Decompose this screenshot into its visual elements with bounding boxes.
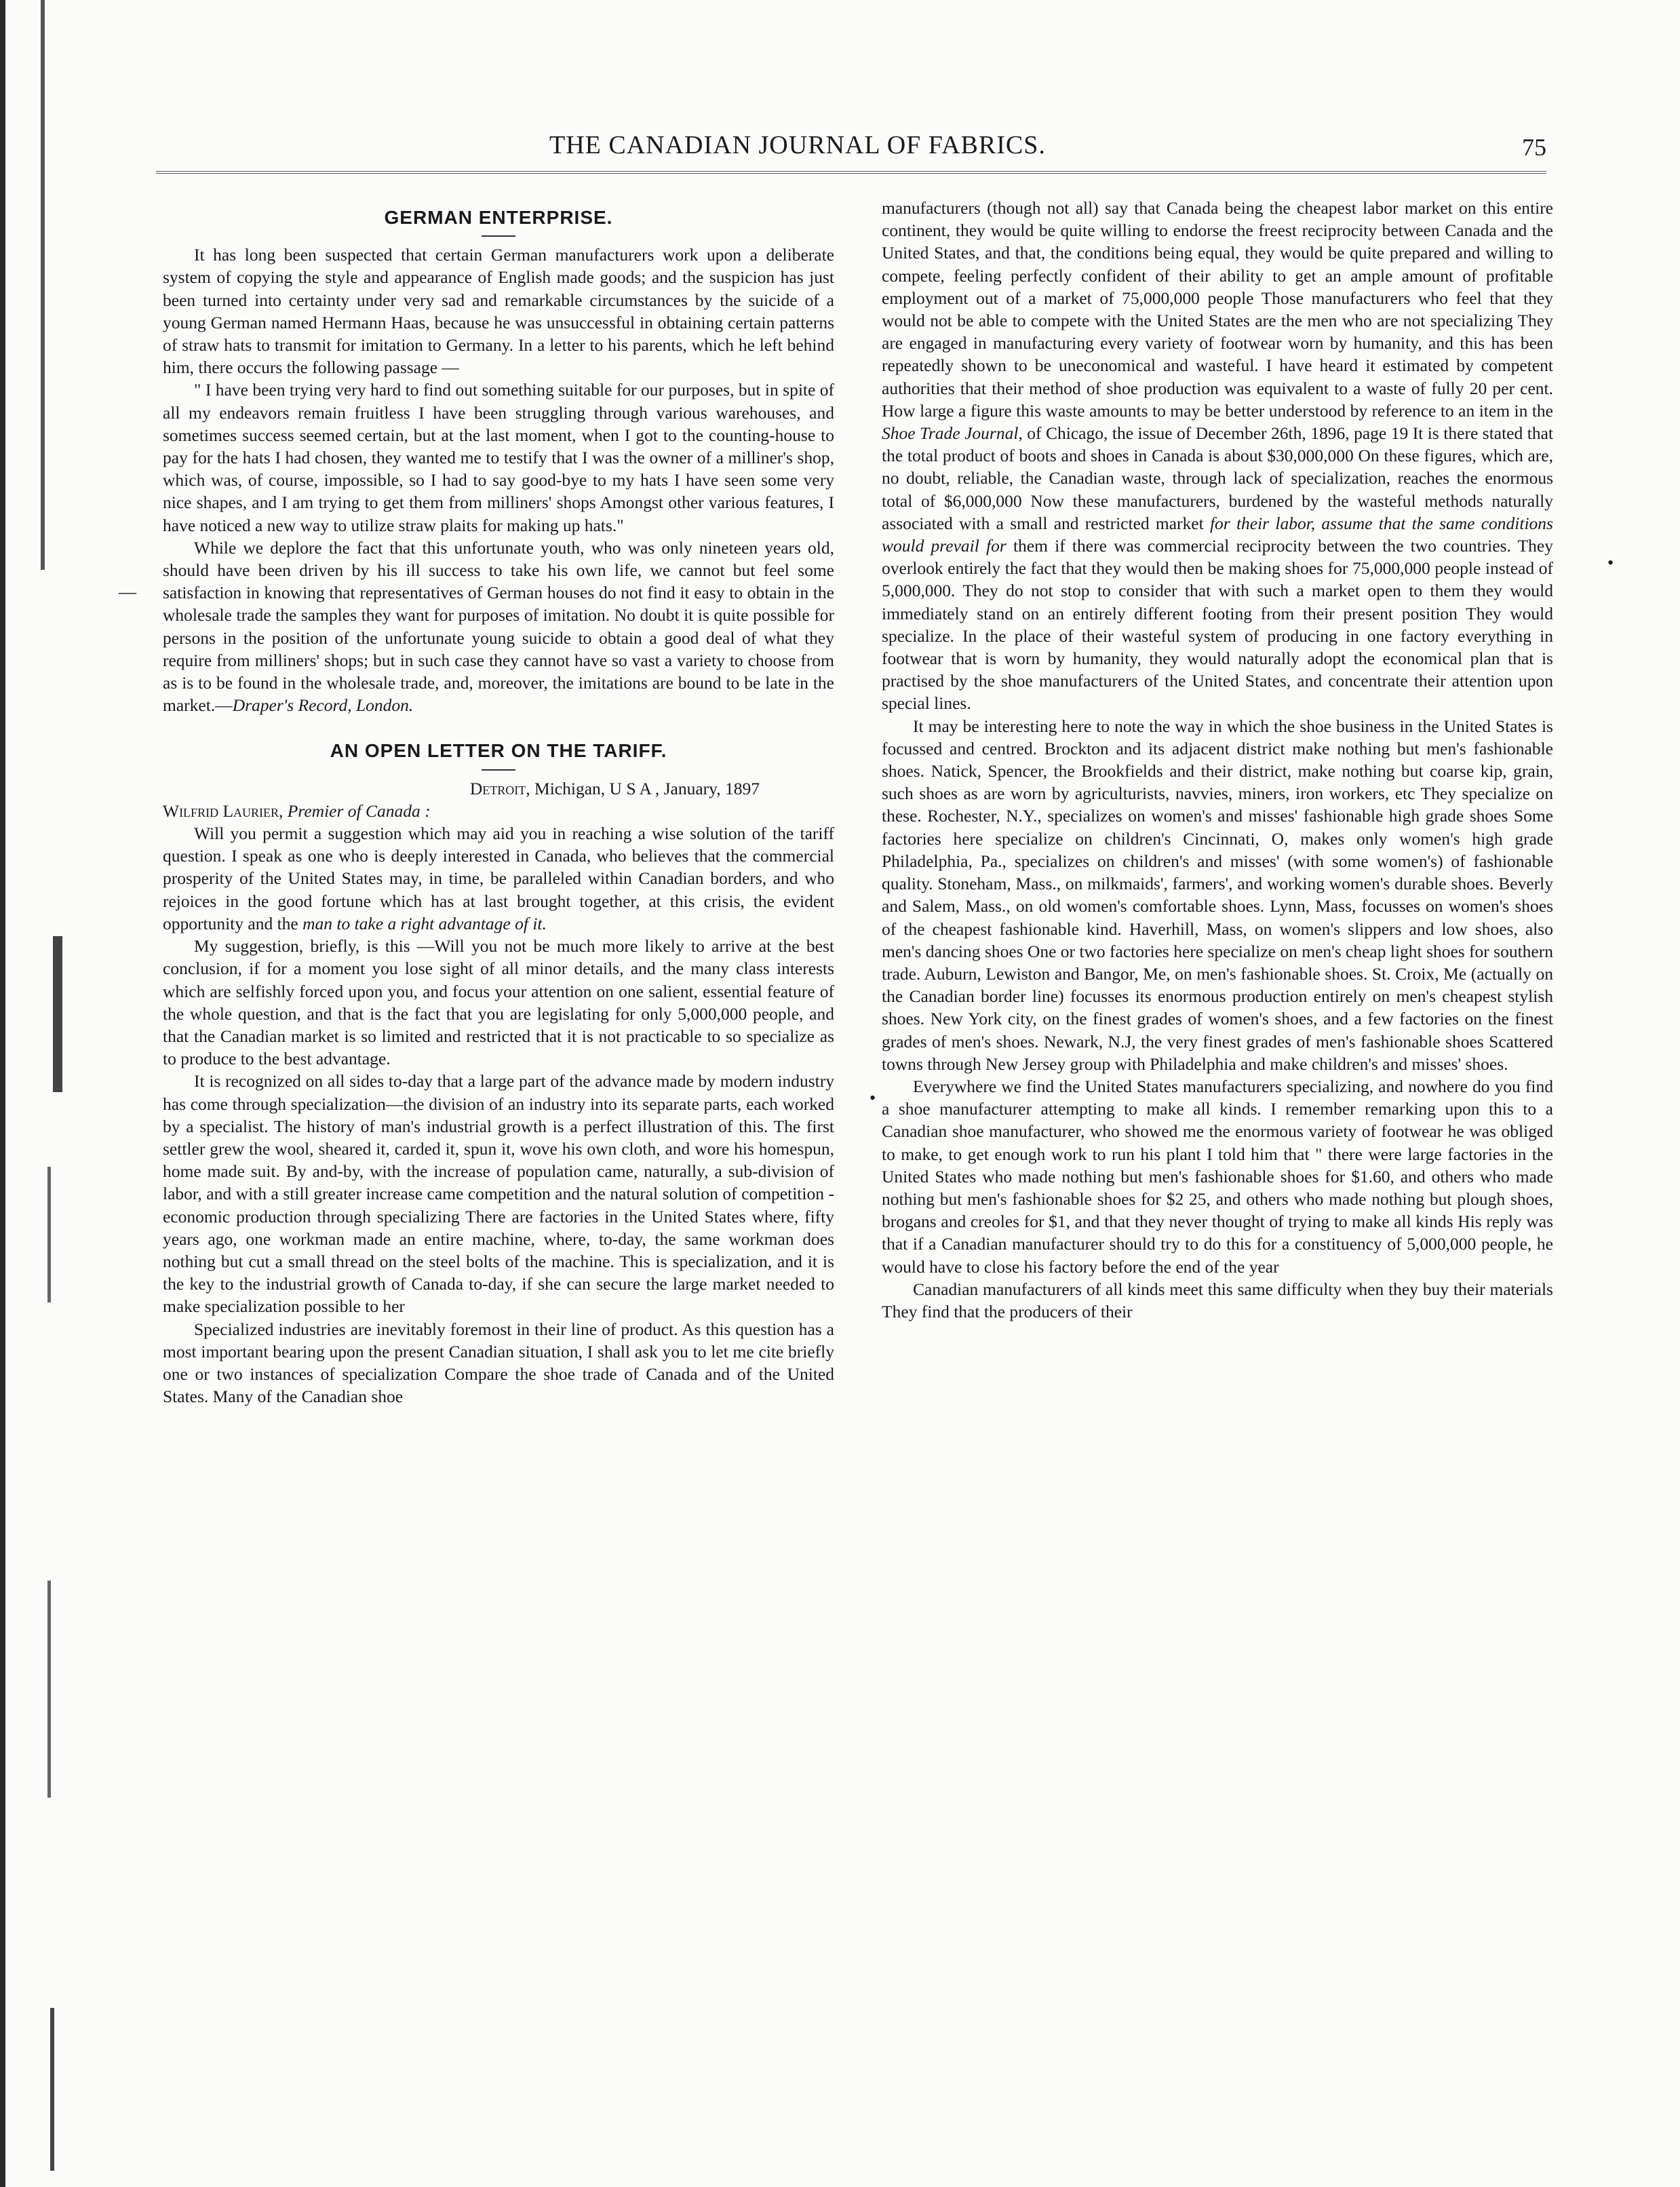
paragraph-text: them if there was commercial reciprocity between the two countries. They overlook entirely the fact that they would then be making shoes for 75,000,000 people instead of 5,000,000. They do not stop to consider that with such a market open to them they would immediately stand on an entirely different footing from their present position They would specialize. In the place of their wasteful system of producing in one factory everything in footwear that is worn by humanity, they would naturally adopt the economical plan that is practised by the shoe manufacturers of the United States, and concentrate their attention upon special lines. — [882, 536, 1553, 714]
paragraph-text: While we deplore the fact that this unfortunate youth, who was only nineteen years old, should have been driven by his ill success to take his own life, we cannot but feel some satisfaction in knowing that representatives of German houses do not find it easy to obtain in the wholesale trade the samples they want for purposes of imitation. No doubt it is quite possible for persons in the position of the unfortunate young suicide to obtain a good deal of what they require from milliners' shops; but in such case they cannot have so vast a variety to choose from as is to be found in the wholesale trade, and, moreover, the imitations are bound to be late in the market.— — [163, 537, 834, 716]
article-title: AN OPEN LETTER ON THE TARIFF. — [163, 739, 834, 762]
header-rule — [156, 171, 1546, 174]
paragraph: " I have been trying very hard to find out something suitable for our purposes, but in spite of all my endeavors remain fruitless I have been struggling through various warehouses, and sometimes success seemed certain, but at the last moment, when I got to the counting-house to pay for the hats I had chosen, they wanted me to testify that I was the owner of a milliner's shop, which was, of course, impossible, so I had to say good-bye to my hats I have seen some very nice shapes, and I am trying to get them from milliners' shops Amongst other various features, I have noticed a new way to utilize straw plaits for making up hats." — [163, 380, 834, 535]
paragraph: It has long been suspected that certain German manufacturers work upon a deliberate system of copying the style and appearance of English made goods; and the suspicion has just been turned into certainty under very sad and remarkable circumstances by the suicide of a young German named Hermann Haas, because he was unsuccessful in obtaining certain patterns of straw hats to transmit for imitation to Germany. In a letter to his parents, which he left behind him, there occurs the following passage — — [163, 245, 834, 378]
addressee — [163, 800, 834, 822]
paragraph: It may be interesting here to note the way in which the shoe business in the United States is focussed and centred. Brockton and its adjacent district make nothing but men's fashionable shoes. Natick, Spencer, the Brookfields and their district, make nothing but coarse kip, grain, such shoes as are worn by agriculturists, navvies, miners, iron workers, etc They specialize on these. Rochester, N.Y., specializes on women's and misses' fashionable high grade shoes Some factories here specialize on children's Cincinnati, O, makes only women's high grade Philadelphia, Pa., specializes on children's and misses' (with some women's) of fashionable quality. Stoneham, Mass., on milkmaids', farmers', and working women's durable shoes. Beverly and Salem, Mass., on old women's comfortable shoes. Lynn, Mass, focusses on women's shoes of the cheapest fashionable kind. Haverhill, Mass, on women's slippers and low shoes, also men's dancing shoes One or two factories here specialize on men's cheap light shoes for southern trade. Auburn, Lewiston and Bangor, Me, on men's fashionable shoes. St. Croix, Me (actually on the Canadian border line) focusses its enormous production entirely on men's cheapest stylish shoes. New York city, on the finest grades of women's shoes, and a few factories on the finest grades of men's shoes. Newark, N.J, the very finest grades of men's fashionable shoes Scattered towns through New Jersey group with Philadelphia and make children's and misses' shoes. — [882, 716, 1553, 1074]
dateline-rest: Michigan, U S A , January, 1897 — [530, 778, 760, 798]
paragraph — [882, 197, 1553, 715]
page-header — [156, 122, 1546, 183]
journal-name: Shoe Trade Journal, — [882, 423, 1023, 444]
dateline — [163, 777, 834, 800]
left-column — [163, 197, 834, 1408]
paragraph-italic: for their labor, assume that the same conditions would prevail for — [882, 513, 1553, 556]
paragraph: Everywhere we find the United States manufacturers specializing, and nowhere do you find a shoe manufacturer attempting to make all kinds. I remember remarking upon this to a Canadian shoe manufacturer, who showed me the enormous variety of footwear he was obliged to make, to get enough work to run his plant I told him that " there were large factories in the United States who made nothing but men's fashionable shoes for $1.60, and others who made nothing but men's fashionable shoes for $2 25, and others who made nothing but plough shoes, brogans and creoles for $1, and that they never thought of trying to make all kinds His reply was that if a Canadian manufacturer should try to do this for a constituency of 5,000,000 people, he would have to close his factory before the end of the year — [882, 1076, 1553, 1277]
margin-dot: • — [870, 1088, 876, 1108]
source-credit: Draper's Record, London. — [232, 695, 414, 716]
margin-mark: — — [119, 582, 136, 602]
paragraph-text: of Chicago, the issue of December 26th, 1896, page 19 It is there stated that the total product of boots and shoes in Canada is about $30,000,000 On these figures, which are, no doubt, reliable, the Canadian waste, through lack of specialization, reaches the enormous total of $6,000,000 Now these manufacturers, burdened by the wasteful methods naturally associated with a small and restricted market — [882, 423, 1553, 533]
paragraph: My suggestion, briefly, is this —Will you not be much more likely to arrive at the best conclusion, if for a moment you lose sight of all minor details, and the many class interests which are selfishly forced upon you, and focus your attention on one salient, essential feature of the whole question, and that is the fact that you are legislating for only 5,000,000 people, and that the Canadian market is so limited and restricted that it is not practicable to so specialize as to produce to the best advantage. — [163, 936, 834, 1069]
right-column — [882, 197, 1553, 1323]
scan-binding-edge — [0, 0, 81, 2187]
paragraph-italic: man to take a right advantage of it. — [302, 913, 547, 933]
paragraph: Canadian manufacturers of all kinds meet this same difficulty when they buy their materials They find that the producers of their — [882, 1279, 1553, 1321]
article-title: GERMAN ENTERPRISE. — [163, 206, 834, 229]
paragraph-text: Will you permit a suggestion which may aid you in reaching a wise solution of the tariff question. I speak as one who is deeply interested in Canada, who believes that the commercial prosperity of the United States may, in time, be paralleled within Canadian borders, and who rejoices in the good fortune which has at last brought together, at this crisis, the evident opportunity and the — [163, 824, 834, 933]
running-head: THE CANADIAN JOURNAL OF FABRICS. — [549, 131, 1046, 159]
page-number: 75 — [1522, 134, 1546, 161]
paragraph-text: manufacturers (though not all) say that Canada being the cheapest labor market on this entire continent, they would be quite willing to endorse the freest reciprocity between Canada and the United States, and that, the conditions being equal, they would be quite prepared and willing to compete, feeling perfectly confident of their ability to get an ample amount of profitable employment out of a market of 75,000,000 people Those manufacturers who feel that they would not be able to compete with the United States are the men who are not specializing They are engaged in manufacturing every variety of footwear worn by humanity, and this has been repeatedly shown to be uneconomical and wasteful. I have heard it estimated by competent authorities that their method of shoe production was equivalent to a waste of fully 20 per cent. How large a figure this waste amounts to may be better understood by reference to an item in the — [882, 198, 1553, 421]
addressee-name: Wilfrid Laurier, — [163, 800, 284, 821]
paragraph: It is recognized on all sides to-day that a large part of the advance made by modern industry has come through specialization—the division of an industry into its separate parts, each worked by a specialist. The history of man's industrial growth is a perfect illustration of this. The first settler grew the wool, sheared it, carded it, spun it, wove his own cloth, and wore his homespun, home made suit. By and-by, with the increase of population came, naturally, a sub-division of labor, and with a still greater increase came competition and the natural solution of competition - economic production through specializing There are factories in the United States where, fifty years ago, one workman made an entire machine, where, to-day, the same workman does nothing but cut a small thread on the steel bolts of the machine. This is specialization, and it is the key to the industrial growth of Canada to-day, if she can secure the large market needed to make specialization possible to her — [163, 1071, 834, 1317]
paragraph — [163, 537, 834, 717]
margin-dot: • — [1607, 553, 1614, 573]
dateline-place: Detroit, — [469, 778, 530, 798]
paragraph: Specialized industries are inevitably foremost in their line of product. As this question has a most important bearing upon the present Canadian situation, I shall ask you to let me cite briefly one or two instances of specialization Compare the shoe trade of Canada and of the United States. Many of the Canadian shoe — [163, 1319, 834, 1407]
paragraph — [163, 822, 834, 935]
addressee-title: Premier of Canada : — [287, 800, 431, 821]
